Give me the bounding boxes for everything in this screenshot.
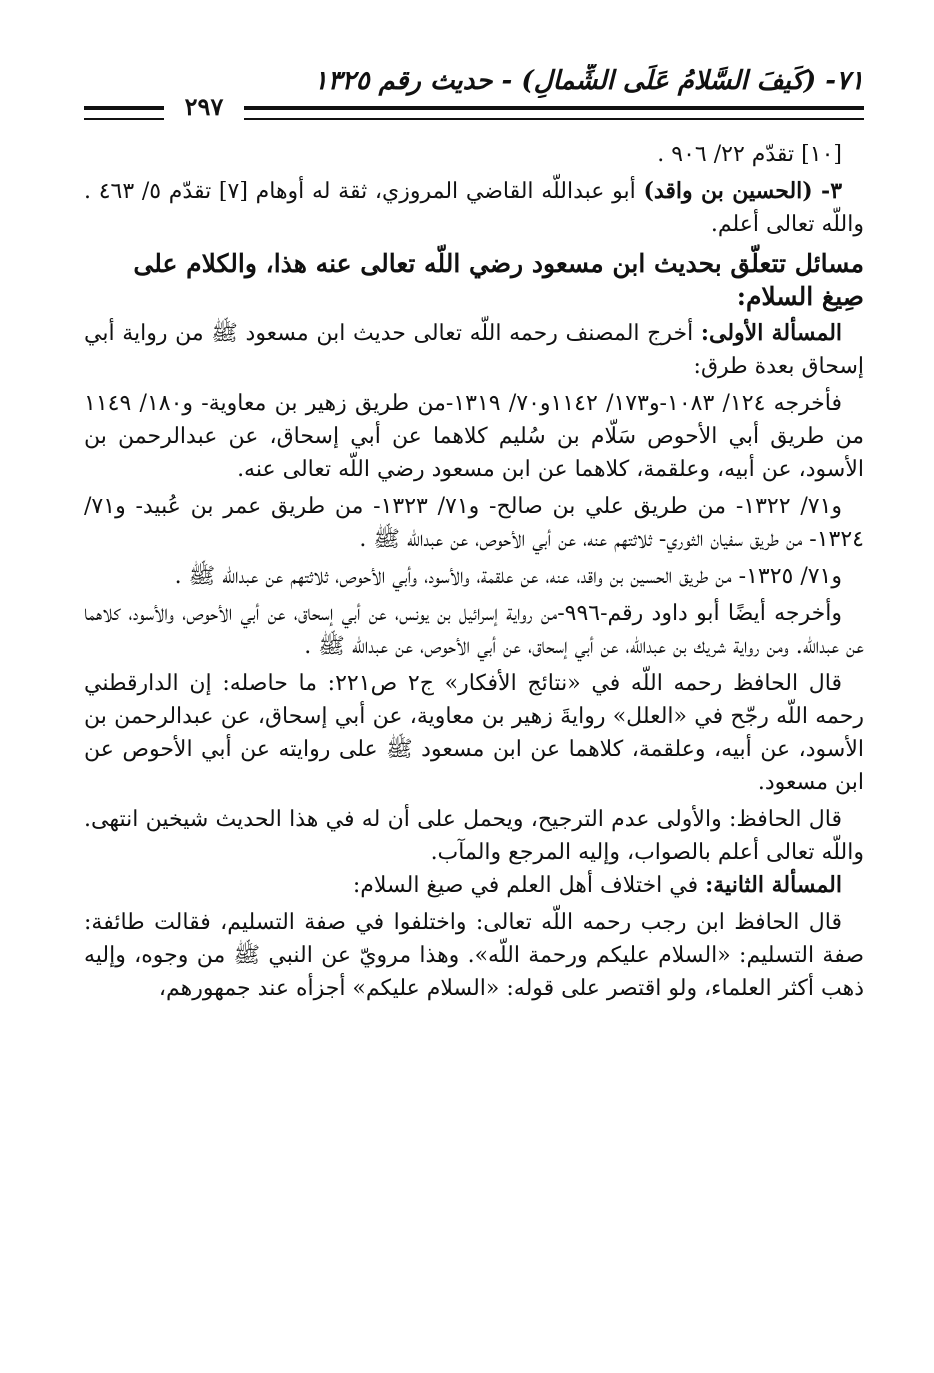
document-page <box>84 64 864 1005</box>
paragraph-takhrij-3: و٧١/ ١٣٢٥- من طريق الحسين بن واقد، عنه، عن علقمة، والأسود، وأبي الأحوص، ثلاثتهم عن عبداللّه ﷺ . <box>174 564 842 589</box>
section-heading: مسائل تتعلّق بحديث ابن مسعود رضي اللّه تعالى عنه هذا، والكلام على صِيغ السلام: <box>133 249 864 311</box>
narrator-description: أبو عبداللّه القاضي المروزي، ثقة له أوهام [٧] تقدّم ٥/ ٤٦٣ . واللّه تعالى أعلم. <box>84 179 864 237</box>
header-rule-long <box>244 106 864 120</box>
paragraph-issue-two <box>84 869 864 902</box>
paragraph-ibn-rajab: قال الحافظ ابن رجب رحمه اللّه تعالى: واختلفوا في صفة التسليم، فقالت طائفة: صفة التسليم: «السلام عليكم ورحمة اللّه». وهذا مرويّ عن النبي ﷺ من وجوه، وإليه ذهب أكثر العلماء، ولو اقتصر على قوله: «السلام عليكم» أجزأه عند جمهورهم، <box>84 910 864 1001</box>
issue-two-label: المسألة الثانية: <box>705 872 842 898</box>
paragraph-hafiz-conclusion: قال الحافظ: والأولى عدم الترجيح، ويحمل على أن له في هذا الحديث شيخين انتهى. واللّه تعالى أعلم بالصواب، وإليه المرجع والمآب. <box>84 807 864 865</box>
paragraph-issue-one <box>84 317 864 383</box>
header-rule-short <box>84 106 164 120</box>
paragraph-narrator <box>84 175 864 241</box>
issue-one-label: المسألة الأولى: <box>700 320 843 346</box>
issue-one-text: أخرج المصنف رحمه اللّه تعالى حديث ابن مسعود ﷺ من رواية أبي إسحاق بعدة طرق: <box>84 321 864 379</box>
page-number: ٢٩٧ <box>184 92 224 121</box>
paragraph-abu-dawud: وأخرجه أيضًا أبو داود رقم-٩٩٦-من رواية إسرائيل بن يونس، عن أبي إسحاق، عن أبي الأحوص، والأسود، كلاهما عن عبداللّه. ومن رواية شريك بن عبداللّه، عن أبي إسحاق، عن أبي الأحوص، عن عبداللّه ﷺ . <box>84 601 864 659</box>
paragraph-takhrij-2: و٧١/ ١٣٢٢- من طريق علي بن صالح- و٧١/ ١٣٢٣- من طريق عمر بن عُبيد- و٧١/ ١٣٢٤- من طريق سفيان الثوري- ثلاثتهم عنه، عن أبي الأحوص، عن عبداللّه ﷺ . <box>84 494 864 552</box>
narrator-name: ٣- (الحسين بن واقد) <box>643 178 843 204</box>
running-header-title: ٧١- (كَيفَ السَّلامُ عَلَى الشِّمالِ) - حديث رقم ١٣٢٥ <box>313 66 864 96</box>
header-rule <box>84 92 864 126</box>
issue-two-text: في اختلاف أهل العلم في صيغ السلام: <box>352 873 706 898</box>
paragraph-footnote-ref: [١٠] تقدّم ٢٢/ ٩٠٦ . <box>657 142 842 167</box>
paragraph-hafiz-quote: قال الحافظ رحمه اللّه في «نتائج الأفكار» ج٢ ص٢٢١: ما حاصله: إن الدارقطني رحمه اللّه رجّح في «العلل» روايةَ زهير بن معاوية، عن أبي إسحاق، عن عبدالرحمن بن الأسود، عن أبيه، وعلقمة، كلاهما عن ابن مسعود ﷺ على روايته عن أبي الأحوص عن ابن مسعود. <box>84 671 864 795</box>
paragraph-takhrij-1: فأخرجه ١٢٤/ ١٠٨٣-و١٧٣/ ١١٤٢و٧٠/ ١٣١٩-من طريق زهير بن معاوية- و١٨٠/ ١١٤٩ من طريق أبي الأحوص سَلّام بن سُليم كلاهما عن أبي إسحاق، عن عبدالرحمن بن الأسود، عن أبيه، وعلقمة، كلاهما عن ابن مسعود رضي اللّه تعالى عنه. <box>84 391 864 482</box>
body-text <box>84 138 864 1005</box>
